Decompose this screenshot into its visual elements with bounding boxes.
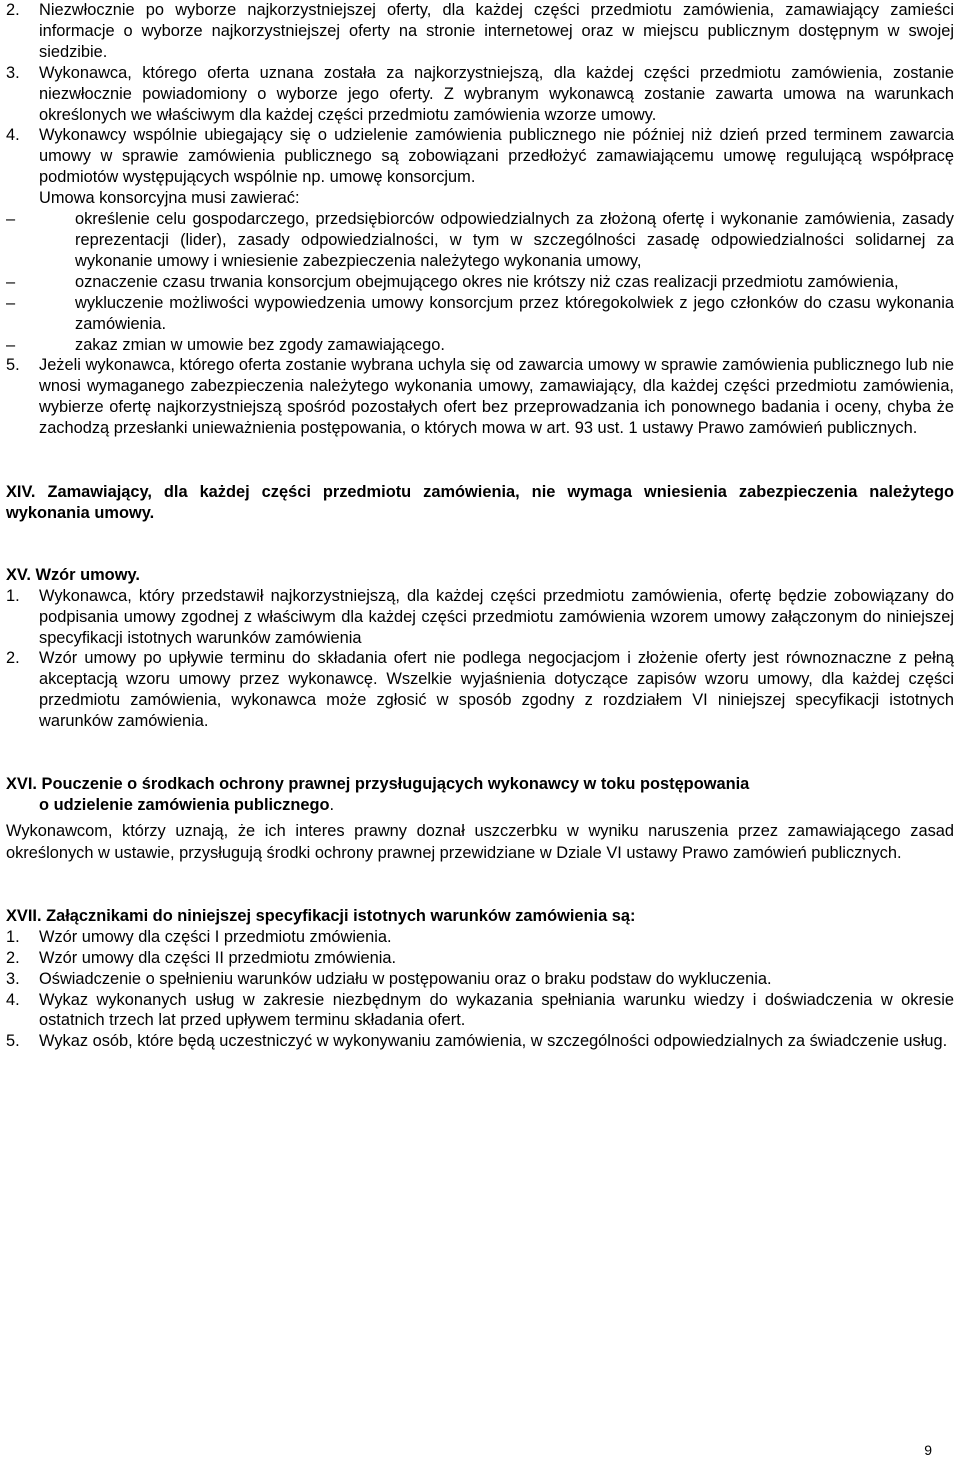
list-item — [6, 0, 954, 63]
item-text: Wzór umowy po upływie terminu do składania ofert nie podlega negocjacjom i złożenie oferty jest równoznaczne z pełną akceptacją wzoru umowy przez wykonawcę. Wszelkie wyjaśnienia dotyczące zapisów wzoru umowy, dla każdej części przedmiotu zamówienia, wykonawca może zgłosić w sposób zgodny z rozdziałem VI niniejszej specyfikacji istotnych warunków zamówienia. — [39, 649, 954, 731]
item-number: 2. — [6, 649, 20, 668]
item-number: 2. — [6, 1, 20, 19]
item-number: 3. — [6, 969, 20, 988]
item-text: Wzór umowy dla części I przedmiotu zmówienia. — [39, 927, 392, 946]
section-heading-xiv — [6, 482, 954, 524]
item-text: Wzór umowy dla części II przedmiotu zmówienia. — [39, 948, 397, 967]
section-heading-xvii — [6, 906, 954, 927]
item-number: 1. — [6, 586, 20, 605]
list-item — [6, 927, 954, 948]
dash-marker: – — [6, 335, 16, 354]
bullet-text: wykluczenie możliwości wypowiedzenia umowy konsorcjum przez któregokolwiek z jego członków do czasu wykonania zamówienia. — [75, 293, 954, 333]
list-item — [6, 586, 954, 649]
bullet-item — [6, 293, 954, 335]
item-text: Wykonawcy wspólnie ubiegający się o udzielenie zamówienia publicznego nie później niż dzień przed terminem zawarcia umowy w sprawie zamówienia publicznego są zobowiązani przedłożyć zamawiającemu umowę regulującą współpracę podmiotów występujących wspólnie np. umowę konsorcjum. — [39, 126, 954, 187]
dash-marker: – — [6, 293, 16, 312]
item-text: Wykonawca, którego oferta uznana została za najkorzystniejszą, dla każdej części przedmiotu zamówienia, zostanie niezwłocznie powiadomiony o wyborze jego oferty. Z wybranym wykonawcą zostanie zawarta umowa na warunkach określonych we właściwym dla każdej części przedmiotu zamówienia wzorze umowy. — [39, 63, 954, 124]
consortium-intro: Umowa konsorcyjna musi zawierać: — [39, 189, 300, 208]
section-title: Zamawiający, dla każdej części przedmiotu zamówienia, nie wymaga wniesienia zabezpieczenia należytego wykonania umowy. — [6, 483, 954, 522]
paragraph: Wykonawcom, którzy uznają, że ich interes prawny doznał uszczerbku w wyniku naruszenia przez zamawiającego zasad określonych w ustawie, przysługują środki ochrony prawnej przewidziane w Dziale VI ustawy Prawo zamówień publicznych. — [6, 821, 954, 863]
bullet-text: oznaczenie czasu trwania konsorcjum obejmującego okres nie krótszy niż czas realizacji przedmiotu zamówienia, — [75, 272, 899, 291]
item-text: Niezwłocznie po wyborze najkorzystniejszej oferty, dla każdej części przedmiotu zamówienia, zamawiający zamieści informacje o wyborze najkorzystniejszej oferty na stronie internetowej oraz w miejscu publicznym dostępnym w swojej siedzibie. — [39, 1, 954, 61]
section-number: XIV. — [6, 483, 36, 502]
list-item — [6, 969, 954, 990]
section-number: XVII. — [6, 906, 42, 925]
list-item — [6, 990, 954, 1032]
section-heading-xvi — [6, 774, 954, 816]
dash-marker: – — [6, 210, 16, 229]
section-number: XVI. — [6, 775, 37, 794]
item-number: 3. — [6, 63, 20, 82]
bullet-text: zakaz zmian w umowie bez zgody zamawiającego. — [75, 335, 445, 354]
bullet-text: określenie celu gospodarczego, przedsiębiorców odpowiedzialnych za złożoną ofertę i wykonanie zamówienia, zasady reprezentacji (lider), zasady odpowiedzialności, w tym w szczególności zasadę odpowiedzialności solidarnej za wykonanie umowy i wniesienie zabezpieczenia należytego wykonania umowy, — [75, 210, 954, 270]
item-text: Wykaz wykonanych usług w zakresie niezbędnym do wykazania spełniania warunku wiedzy i doświadczenia w okresie ostatnich trzech lat przed upływem terminu składania ofert. — [39, 990, 954, 1030]
list-item — [6, 1031, 954, 1052]
item-number: 4. — [6, 990, 20, 1009]
bullet-item — [6, 209, 954, 272]
item-text: Wykonawca, który przedstawił najkorzystniejszą, dla każdej części przedmiotu zamówienia, ofertę będzie zobowiązany do podpisania umowy zgodnej z właściwym dla każdej części przedmiotu zamówienia wzorem umowy załączonym do niniejszej specyfikacji istotnych warunków zamówienia — [39, 586, 954, 647]
item-number: 1. — [6, 927, 20, 946]
page-number: 9 — [924, 1442, 932, 1458]
list-item — [6, 125, 954, 188]
item-number: 2. — [6, 948, 20, 967]
section-title-line1: Pouczenie o środkach ochrony prawnej przysługujących wykonawcy w toku postępowania — [41, 775, 750, 794]
item-number: 5. — [6, 356, 20, 375]
list-item — [6, 355, 954, 439]
dash-marker: – — [6, 272, 16, 291]
section-title-end: . — [329, 796, 335, 814]
item-number: 4. — [6, 126, 20, 145]
item-text: Oświadczenie o spełnieniu warunków udziału w postępowaniu oraz o braku podstaw do wykluczenia. — [39, 969, 772, 988]
list-item — [6, 948, 954, 969]
item-text: Jeżeli wykonawca, którego oferta zostanie wybrana uchyla się od zawarcia umowy w sprawie zamówienia publicznego lub nie wnosi wymaganego zabezpieczenia należytego wykonania umowy, zamawiający, dla każdej części przedmiotu zamówienia, wybierze ofertę najkorzystniejszą spośród pozostałych ofert bez przeprowadzania ich ponownego badania i oceny, chyba że zachodzą przesłanki unieważnienia postępowania, o których mowa w art. 93 ust. 1 ustawy Prawo zamówień publicznych. — [39, 356, 954, 438]
section-heading-xv — [6, 565, 954, 586]
item-text: Wykaz osób, które będą uczestniczyć w wykonywaniu zamówienia, w szczególności odpowiedzialnych za świadczenie usług. — [39, 1032, 948, 1051]
bullet-item — [6, 272, 954, 293]
section-number: XV. — [6, 565, 31, 584]
document-page — [6, 0, 954, 1052]
list-item — [6, 648, 954, 732]
section-title: Wzór umowy. — [35, 565, 140, 584]
item-number: 5. — [6, 1032, 20, 1051]
section-title-line2: o udzielenie zamówienia publicznego — [39, 796, 330, 814]
bullet-item — [6, 335, 954, 356]
list-item — [6, 63, 954, 126]
section-title: Załącznikami do niniejszej specyfikacji istotnych warunków zamówienia są: — [46, 906, 636, 925]
